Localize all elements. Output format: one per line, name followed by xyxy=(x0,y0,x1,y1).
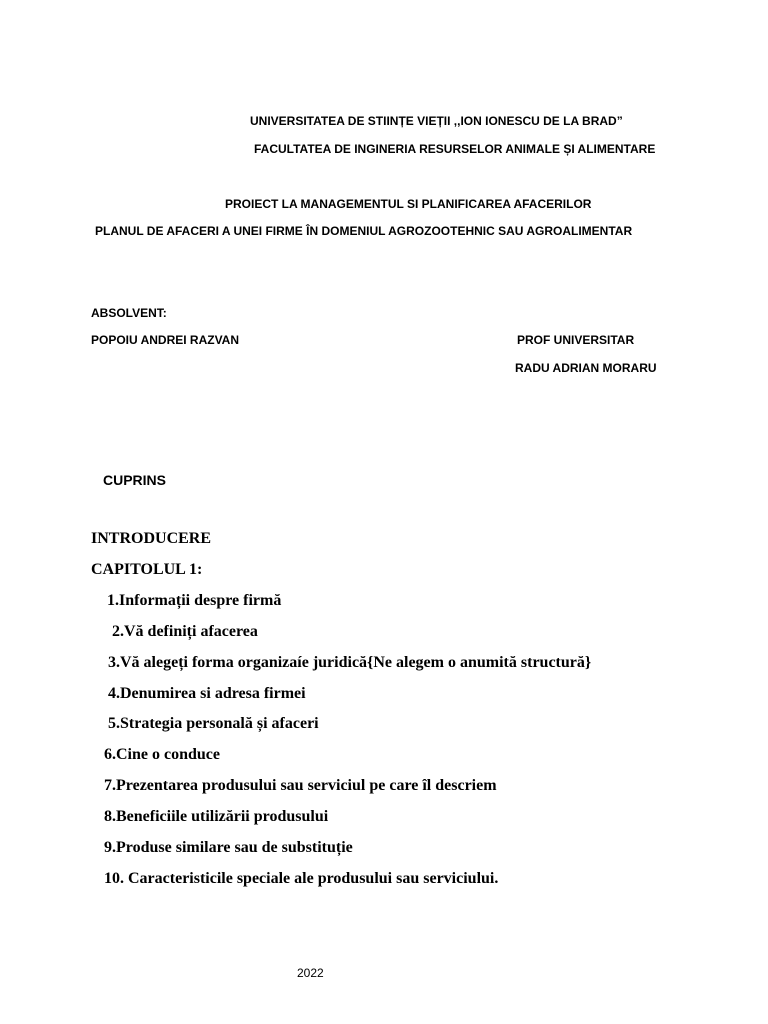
toc-item: 10. Caracteristicile speciale ale produsului sau serviciului. xyxy=(104,870,499,887)
toc-item: 5.Strategia personală și afaceri xyxy=(108,715,319,732)
footer-year: 2022 xyxy=(297,966,324,980)
toc-item: 2.Vă definiți afacerea xyxy=(112,623,258,640)
project-title: PROIECT LA MANAGEMENTUL SI PLANIFICAREA AFACERILOR xyxy=(225,197,592,211)
toc-item: 9.Produse similare sau de substituție xyxy=(104,839,353,856)
toc-item: 8.Beneficiile utilizării produsului xyxy=(104,808,329,825)
graduate-name: POPOIU ANDREI RAZVAN xyxy=(91,333,240,347)
contents-heading: CUPRINS xyxy=(103,472,167,488)
toc-chapter-1: CAPITOLUL 1: xyxy=(91,561,203,578)
graduate-label: ABSOLVENT: xyxy=(91,306,167,320)
toc-item: 7.Prezentarea produsului sau serviciul pe care îl descriem xyxy=(104,777,497,794)
toc-introduction: INTRODUCERE xyxy=(91,530,212,547)
toc-item: 3.Vă alegeți forma organizaíe juridică{Ne alegem o anumită structură} xyxy=(108,654,592,671)
toc-item: 6.Cine o conduce xyxy=(104,746,220,763)
coordinator-title: PROF UNIVERSITAR xyxy=(517,333,635,347)
project-subtitle: PLANUL DE AFACERI A UNEI FIRME ÎN DOMENIUL AGROZOOTEHNIC SAU AGROALIMENTAR xyxy=(95,224,633,238)
university-name: UNIVERSITATEA DE STIINȚE VIEȚII ,,ION IONESCU DE LA BRAD” xyxy=(250,114,623,128)
faculty-name: FACULTATEA DE INGINERIA RESURSELOR ANIMALE ȘI ALIMENTARE xyxy=(254,142,656,156)
coordinator-name: RADU ADRIAN MORARU xyxy=(515,361,657,375)
toc-item: 4.Denumirea si adresa firmei xyxy=(108,685,306,702)
toc-item: 1.Informații despre firmă xyxy=(107,592,282,609)
